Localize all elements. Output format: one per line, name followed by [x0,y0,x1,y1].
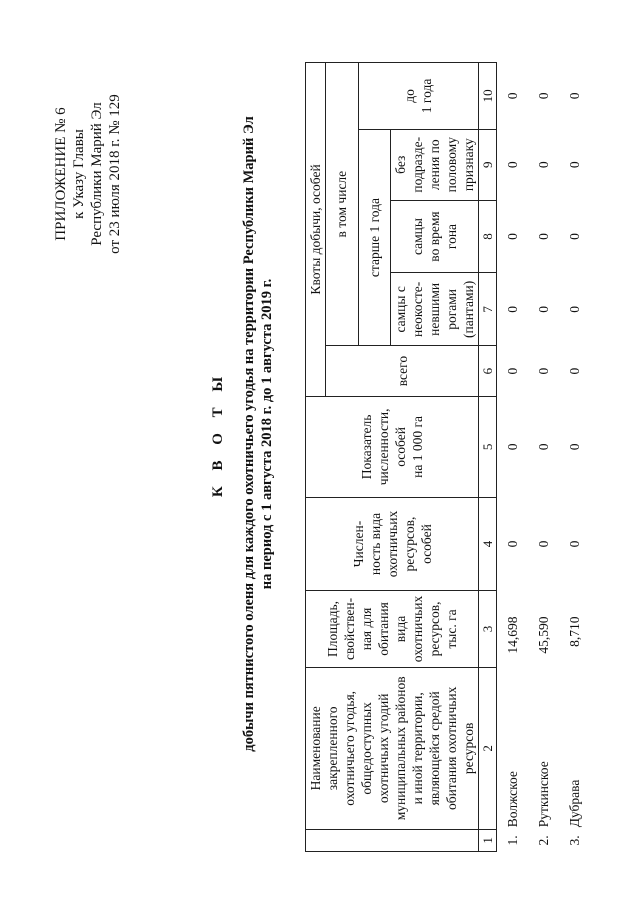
row-density: 0 [505,443,520,451]
row-number: 3. [567,835,582,846]
column-number: 1 [479,829,497,851]
header-including: в том числе [326,63,359,346]
header-text: охотничьих [384,510,400,578]
header-text: до [402,89,418,103]
subtitle-line: на период с 1 августа 2018 г. до 1 августа 2019 г. [259,278,275,590]
column-number: 4 [479,497,497,590]
row-no-sex: 0 [536,161,551,169]
row-area: 14,698 [505,616,520,654]
header-no-sex [391,129,479,200]
header-text: охотничьего угодья, [342,690,357,806]
header-text: ресурсов, [401,516,417,572]
appendix-line: к Указу Главы [71,129,87,219]
table-row [528,63,559,852]
header-quota: Квоты добычи, особей [306,63,326,397]
header-text: особей [418,524,434,564]
subtitle-line: добычи пятнистого оленя для каждого охотничьего угодья на территории Республики Марий Эл [241,116,257,752]
header-text: обитания [376,602,391,656]
row-number: 2. [536,835,551,846]
header-name [306,667,479,829]
header-total: всего [326,346,479,397]
row-density: 0 [567,443,582,451]
row-name: Волжское [505,771,520,828]
document-title: К В О Т Ы [210,370,226,498]
appendix-line: ПРИЛОЖЕНИЕ № 6 [53,107,69,241]
header-text: численности, [376,408,391,486]
header-text: закрепленного [325,706,340,791]
column-number-row [479,63,497,852]
header-text: рогами [444,288,459,330]
header-under-one [358,63,479,130]
header-text: особей [393,427,408,467]
column-number: 8 [479,200,497,273]
header-population [306,497,479,590]
row-name: Руткинское [536,761,551,828]
table-row [559,63,590,852]
header-text: самцы с [393,286,408,333]
header-text: ресурсов, [427,601,442,657]
row-population: 0 [567,540,582,548]
row-no-sex: 0 [505,161,520,169]
header-text: подразде- [410,136,425,193]
column-number: 10 [479,63,497,130]
header-text: ления по [427,139,442,191]
row-no-sex: 0 [567,161,582,169]
header-text: Числен- [350,520,366,568]
document-subtitle [240,4,276,864]
column-number: 6 [479,346,497,397]
row-total: 0 [567,367,582,375]
row-name: Дубрава [567,779,582,828]
column-number: 2 [479,667,497,829]
row-area: 45,590 [536,616,551,654]
appendix-line: Республики Марий Эл [89,102,105,246]
header-text: охотничьих [410,595,425,663]
header-text: самцы [410,218,425,256]
header-text: являющейся средой [427,691,442,806]
column-number: 7 [479,273,497,346]
header-text: гона [444,223,459,250]
row-males-rut: 0 [567,233,582,240]
header-density [306,396,479,497]
appendix-block [52,64,124,284]
header-text: вида [393,615,408,643]
header-older: старше 1 года [358,129,391,345]
column-number: 3 [479,591,497,668]
row-total: 0 [536,367,551,375]
header-text: ная для [359,607,374,651]
column-number: 5 [479,396,497,497]
header-text: свойствен- [342,597,357,661]
header-text: обитания охотничьих [444,686,459,811]
header-males-rut [391,200,479,273]
header-text: Показатель [359,414,374,480]
row-males-rut: 0 [536,233,551,240]
header-text: Наименование [308,706,323,791]
header-text: ность вида [367,512,383,576]
row-area: 8,710 [567,616,582,647]
header-area [306,591,479,668]
header-row [306,63,326,852]
header-text: на 1 000 га [410,415,425,478]
row-total: 0 [505,367,520,375]
header-text: ресурсов [461,722,476,775]
column-number: 9 [479,129,497,200]
quota-table [305,62,590,852]
row-males-horns: 0 [536,306,551,313]
appendix-line: от 23 июля 2018 г. № 129 [107,94,123,254]
row-males-horns: 0 [505,306,520,313]
header-text: и иной территории, [410,692,425,805]
row-under-one: 0 [536,92,551,100]
header-text: признаку [461,138,476,192]
row-density: 0 [536,443,551,451]
header-text: 1 года [419,78,435,114]
table-row [497,63,529,852]
row-males-horns: 0 [567,306,582,313]
header-text: (пантами) [461,280,476,338]
header-text: тыс. га [444,609,459,649]
header-text: неокосте- [410,281,425,338]
header-text: без [393,155,408,174]
header-text: во время [427,211,442,262]
header-num-cell [306,829,479,851]
header-text: невшими [427,282,442,336]
header-text: Площадь, [325,600,340,657]
row-males-rut: 0 [505,233,520,240]
header-text: охотничьих угодий [376,693,391,804]
row-under-one: 0 [567,92,582,100]
row-population: 0 [536,540,551,548]
header-text: общедоступных [359,702,374,795]
header-text: половому [444,137,459,193]
row-population: 0 [505,540,520,548]
row-number: 1. [505,835,520,846]
row-under-one: 0 [505,92,520,100]
header-males-horns [391,273,479,346]
header-text: муниципальных районов [393,676,408,821]
